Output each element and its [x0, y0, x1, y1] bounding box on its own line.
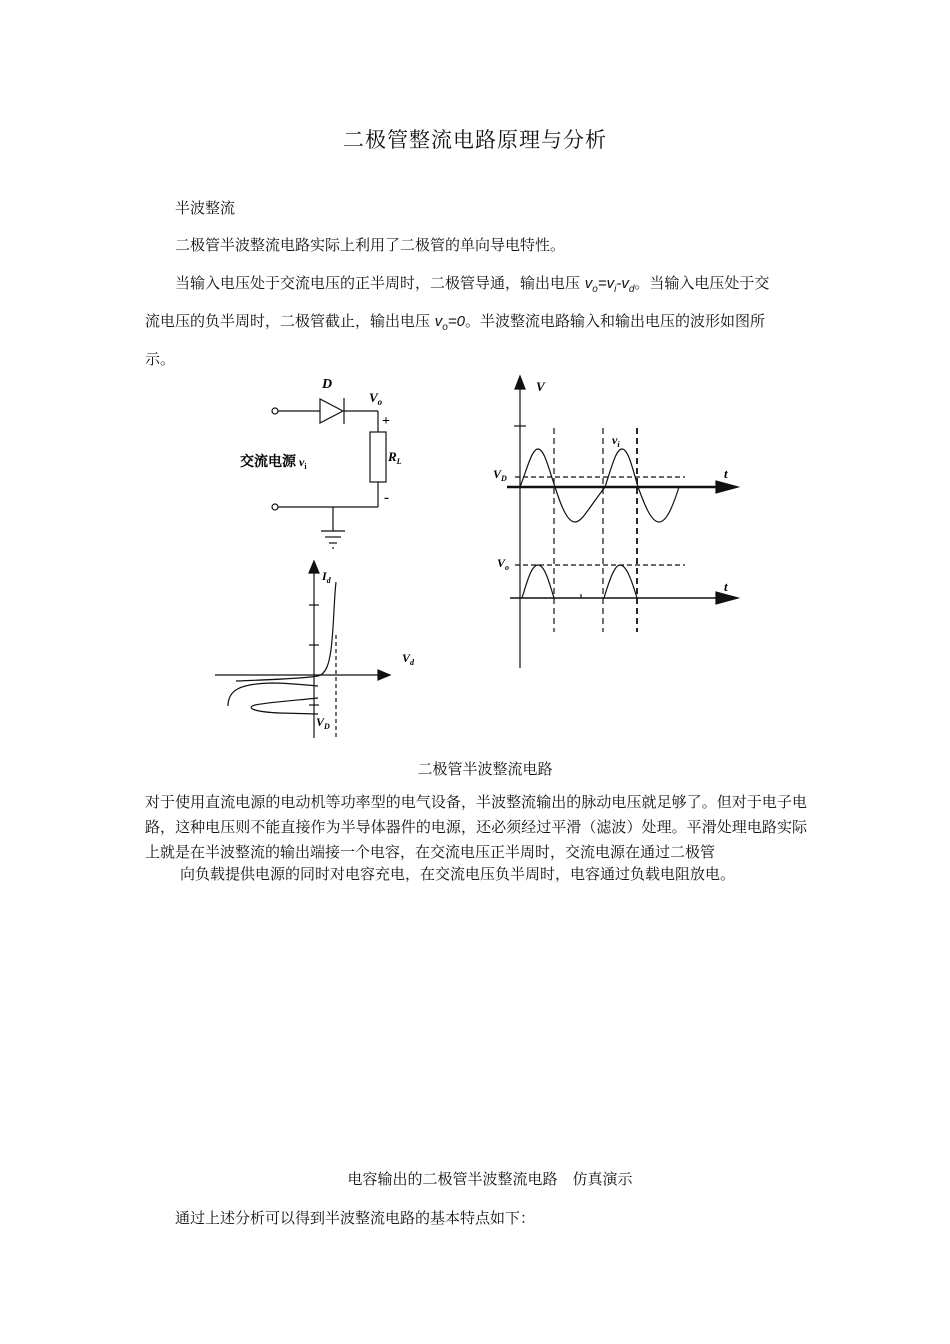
- section-heading: 半波整流: [175, 199, 236, 217]
- paragraph-half-wave-line3: 示。: [145, 350, 176, 368]
- vo-pulse-2: [604, 565, 637, 598]
- paragraph-features: 通过上述分析可以得到半波整流电路的基本特点如下：: [175, 1209, 536, 1227]
- rl-label: $R_L$: [388, 449, 402, 466]
- figure-caption: 二极管半波整流电路: [417, 760, 553, 778]
- iv-forward-curve: [236, 582, 336, 681]
- paragraph-filtering-end: 向负载提供电源的同时对电容充电，在交流电压负半周时，电容通过负载电阻放电。: [180, 865, 736, 883]
- vo-label: $V_o$: [369, 390, 383, 407]
- resistor-rl: [370, 432, 386, 482]
- paragraph-half-wave-line1: [175, 265, 815, 308]
- input-terminal-top: [272, 408, 278, 414]
- vi-label: $v_i$: [612, 433, 620, 449]
- source-label: 交流电源 $v_i$: [240, 455, 307, 471]
- minus-sign: -: [384, 490, 389, 506]
- t-label-bottom: t: [724, 579, 728, 594]
- diode-label: D: [322, 377, 333, 392]
- simulation-caption: 电容输出的二极管半波整流电路 仿真演示: [347, 1170, 633, 1188]
- iv-vd-label: $V_D$: [316, 715, 330, 731]
- iv-curve-plot: [215, 561, 390, 738]
- wave-t-arrow-top: [716, 481, 738, 493]
- diode-symbol: [320, 399, 343, 423]
- paragraph-intro: 二极管半波整流电路实际上利用了二极管的单向导电特性。: [175, 236, 566, 254]
- half-wave-rectifier-figure: [0, 370, 950, 750]
- t-label-top: t: [724, 466, 728, 481]
- plus-sign: +: [382, 414, 390, 429]
- waveform-plot: [507, 376, 738, 668]
- iv-x-label: $V_d$: [402, 651, 415, 667]
- circuit-diagram: [272, 398, 386, 548]
- formula-vo-zero: $v_o=0$: [434, 313, 465, 333]
- text-segment: 。当输入电压处于交: [634, 274, 770, 292]
- wave-y-label: V: [536, 379, 545, 394]
- formula-vo: $v_o=v_i-v_d$: [584, 275, 635, 295]
- iv-y-arrow: [309, 561, 319, 573]
- iv-breakdown-curve: [251, 698, 318, 714]
- iv-x-arrow: [378, 670, 390, 680]
- text-segment: 流电压的负半周时，二极管截止，输出电压: [145, 312, 431, 330]
- paragraph-half-wave-line2: [145, 303, 765, 346]
- text-segment: 。半波整流电路输入和输出电压的波形如图所: [464, 312, 765, 330]
- vd-level-label: $V_D$: [493, 467, 507, 483]
- page-title: 二极管整流电路原理与分析: [343, 128, 607, 152]
- ground-symbol: [321, 531, 345, 548]
- paragraph-filtering: 对于使用直流电源的电动机等功率型的电气设备，半波整流输出的脉动电压就足够了。但对于电子电路，这种电压则不能直接作为半导体器件的电源，还必须经过平滑（滤波）处理。平滑处理电路实际上就是在半波整流的输出端接一个电容，在交流电压正半周时，交流电源在通过二极管: [145, 793, 807, 861]
- wave-y-arrow: [515, 376, 525, 389]
- text-segment: 当输入电压处于交流电压的正半周时，二极管导通，输出电压: [175, 274, 581, 292]
- iv-y-label: $I_d$: [322, 569, 331, 585]
- vi-sine-wave: [520, 449, 679, 522]
- vo-wave-label: $V_o$: [497, 556, 510, 572]
- input-terminal-bottom: [272, 504, 278, 510]
- vo-pulse-1: [522, 565, 554, 598]
